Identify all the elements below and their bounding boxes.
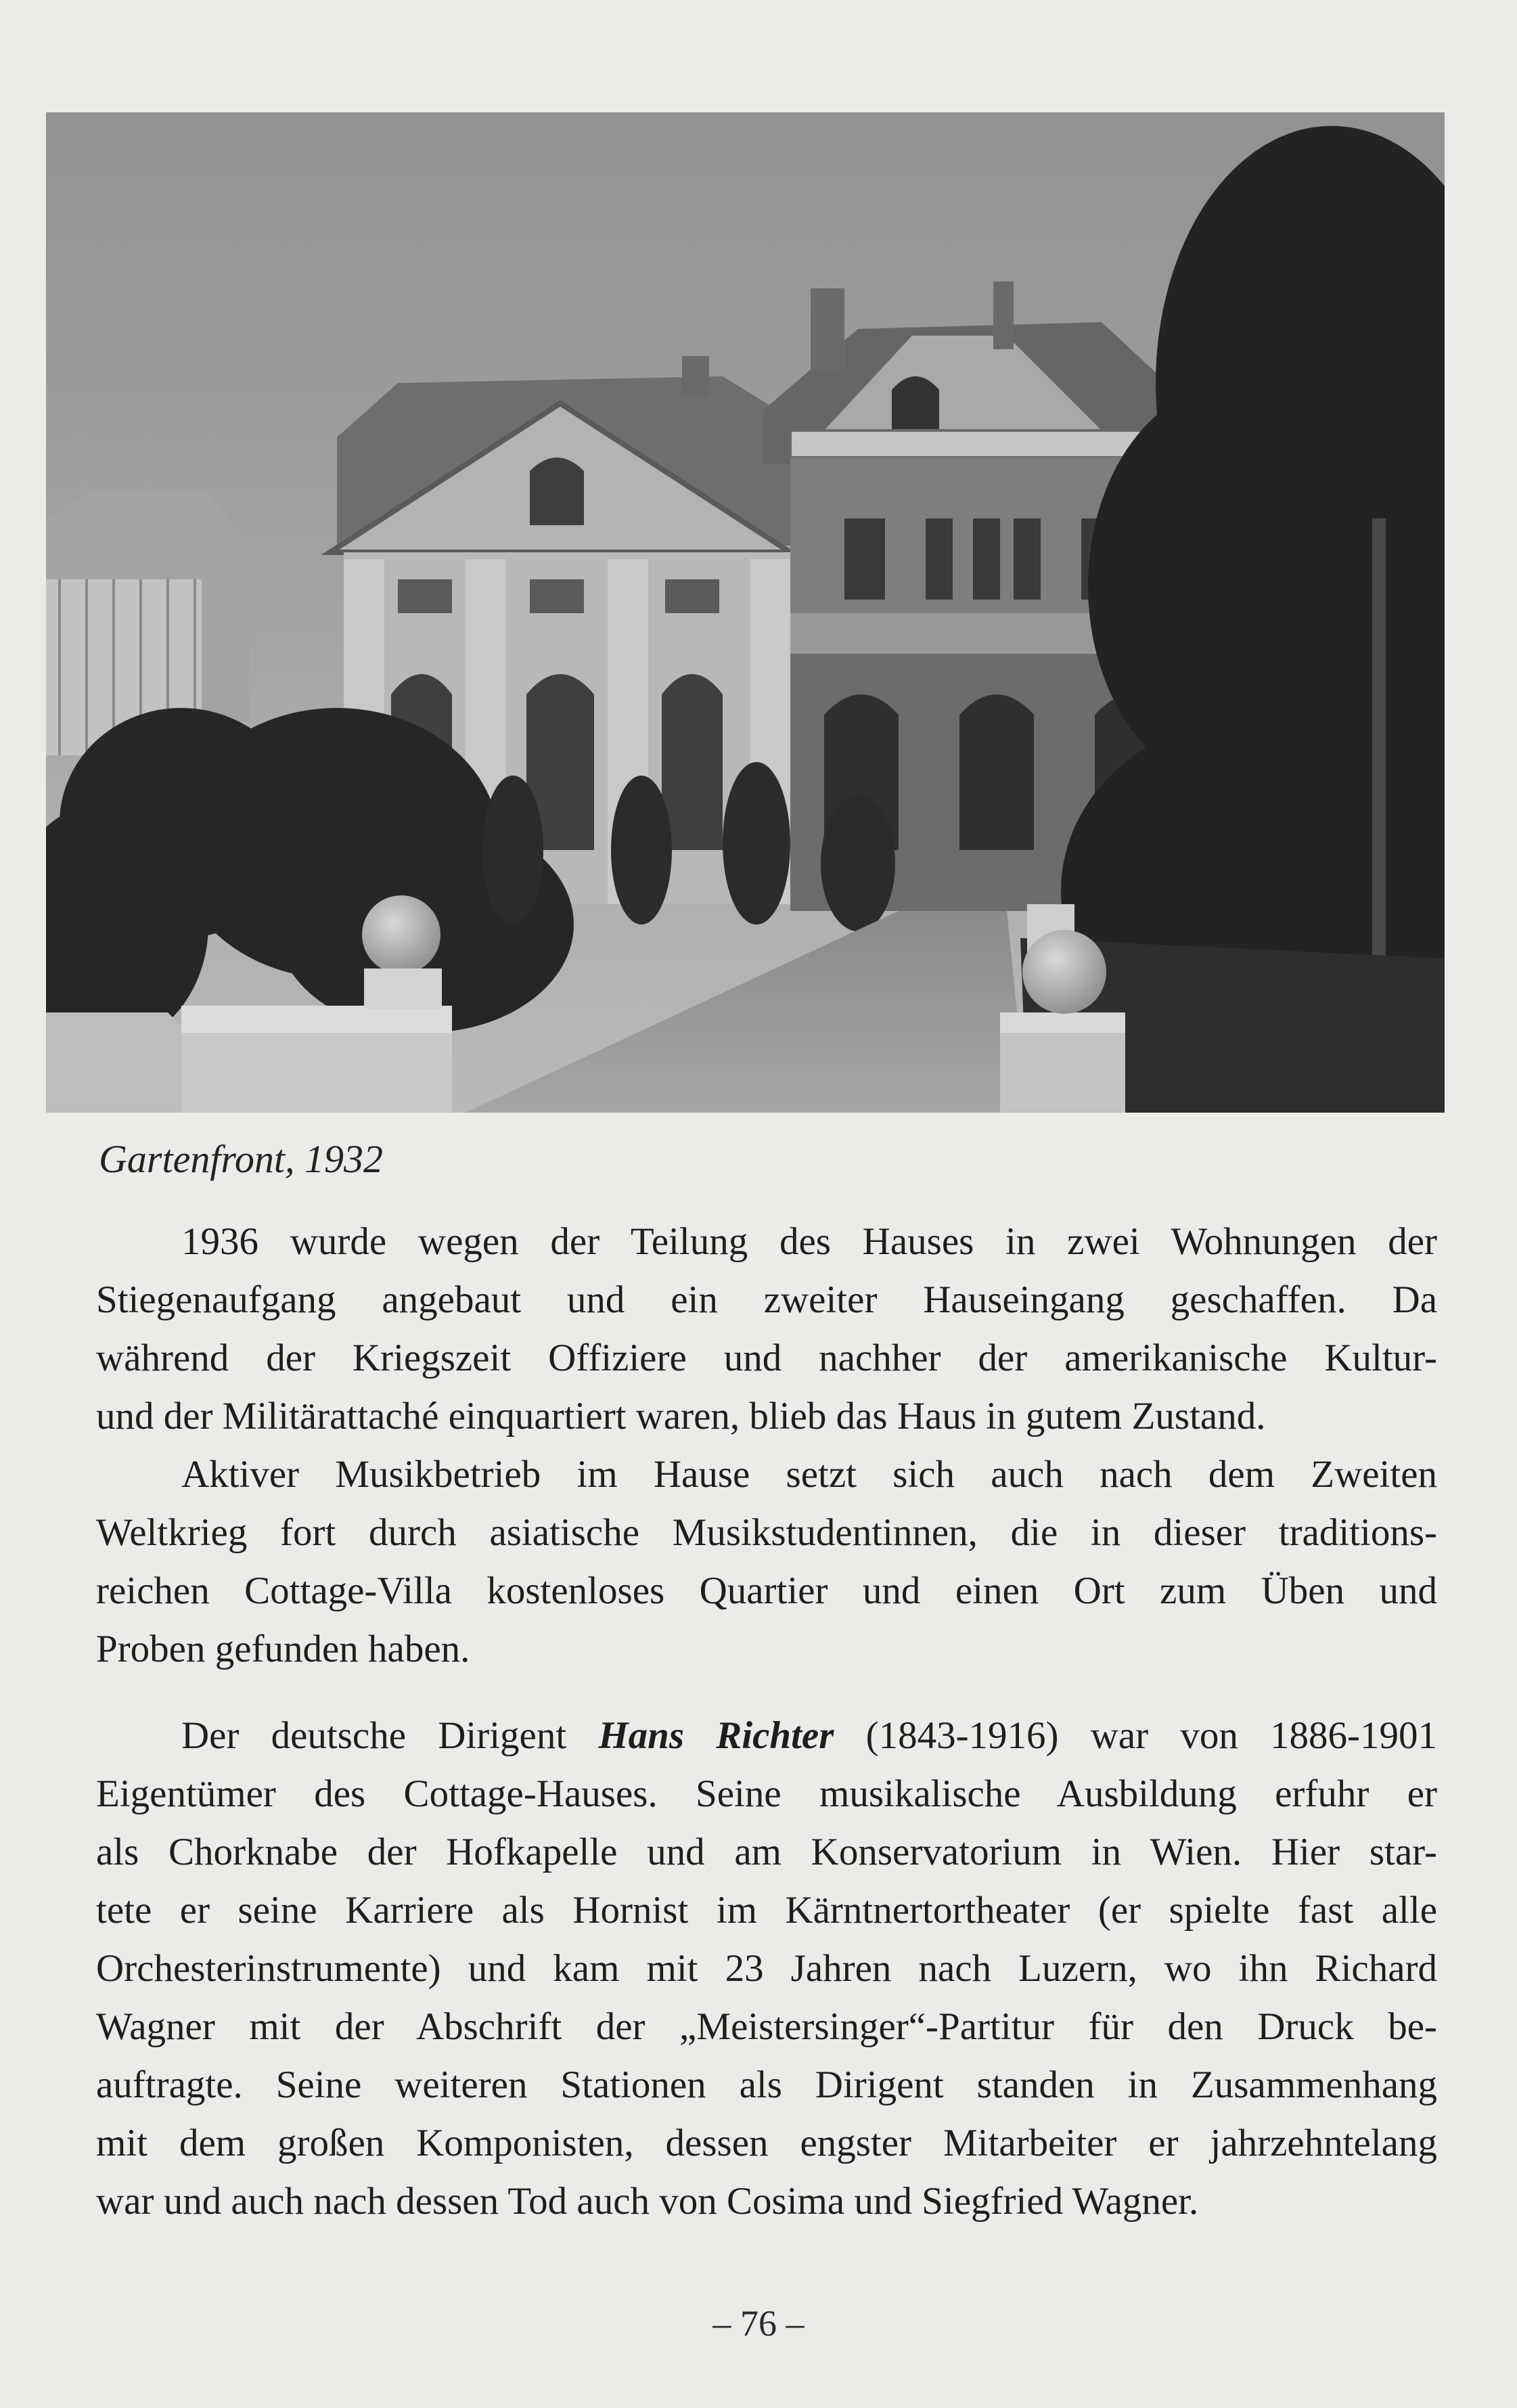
text-line: war und auch nach dessen Tod auch von Cosima und Siegfried Wagner. bbox=[96, 2180, 1199, 2223]
text-line bbox=[96, 1707, 1437, 1765]
text-line: auftragte. Seine weiteren Stationen als Dirigent standen in Zusammenhang bbox=[96, 2064, 1437, 2106]
paragraph-house-history bbox=[96, 1213, 1437, 1446]
text-line: 1936 wurde wegen der Teilung des Hauses in zwei Wohnungen der bbox=[181, 1220, 1437, 1263]
text-line: mit dem großen Komponisten, dessen engster Mitarbeiter er jahrzehntelang bbox=[96, 2122, 1437, 2164]
text-line: Weltkrieg fort durch asiatische Musikstudentinnen, die in dieser traditions- bbox=[96, 1511, 1437, 1554]
text-line: Orchesterinstrumente) und kam mit 23 Jahren nach Luzern, wo ihn Richard bbox=[96, 1947, 1437, 1990]
page-number: – 76 – bbox=[712, 2303, 805, 2344]
text-line: tete er seine Karriere als Hornist im Kärntnertortheater (er spielte fast alle bbox=[96, 1889, 1437, 1932]
text-line: und der Militärattaché einquartiert waren, blieb das Haus in gutem Zustand. bbox=[96, 1395, 1266, 1437]
text-fragment: (1843-1916) war von 1886-1901 bbox=[834, 1714, 1437, 1757]
text-line: Stiegenaufgang angebaut und ein zweiter Hauseingang geschaffen. Da bbox=[96, 1278, 1437, 1321]
text-line: als Chorknabe der Hofkapelle und am Konservatorium in Wien. Hier star- bbox=[96, 1831, 1437, 1873]
text-line: Aktiver Musikbetrieb im Hause setzt sich auch nach dem Zweiten bbox=[181, 1453, 1437, 1496]
photo-caption: Gartenfront, 1932 bbox=[99, 1137, 383, 1181]
paragraph-hans-richter bbox=[96, 1707, 1437, 2231]
text-line: Proben gefunden haben. bbox=[96, 1628, 470, 1670]
text-fragment: Der deutsche Dirigent bbox=[181, 1714, 599, 1757]
text-line: Eigentümer des Cottage-Hauses. Seine musikalische Ausbildung erfuhr er bbox=[96, 1772, 1437, 1815]
paragraph-music-students bbox=[96, 1446, 1437, 1678]
villa-photo-illustration bbox=[46, 112, 1445, 1113]
person-name: Hans Richter bbox=[598, 1714, 834, 1757]
text-line: reichen Cottage-Villa kostenloses Quartier und einen Ort zum Üben und bbox=[96, 1569, 1437, 1612]
villa-garden-photo bbox=[46, 112, 1445, 1113]
text-line: Wagner mit der Abschrift der „Meistersinger“-Partitur für den Druck be- bbox=[96, 2005, 1437, 2048]
text-line: während der Kriegszeit Offiziere und nachher der amerikanische Kultur- bbox=[96, 1337, 1437, 1379]
